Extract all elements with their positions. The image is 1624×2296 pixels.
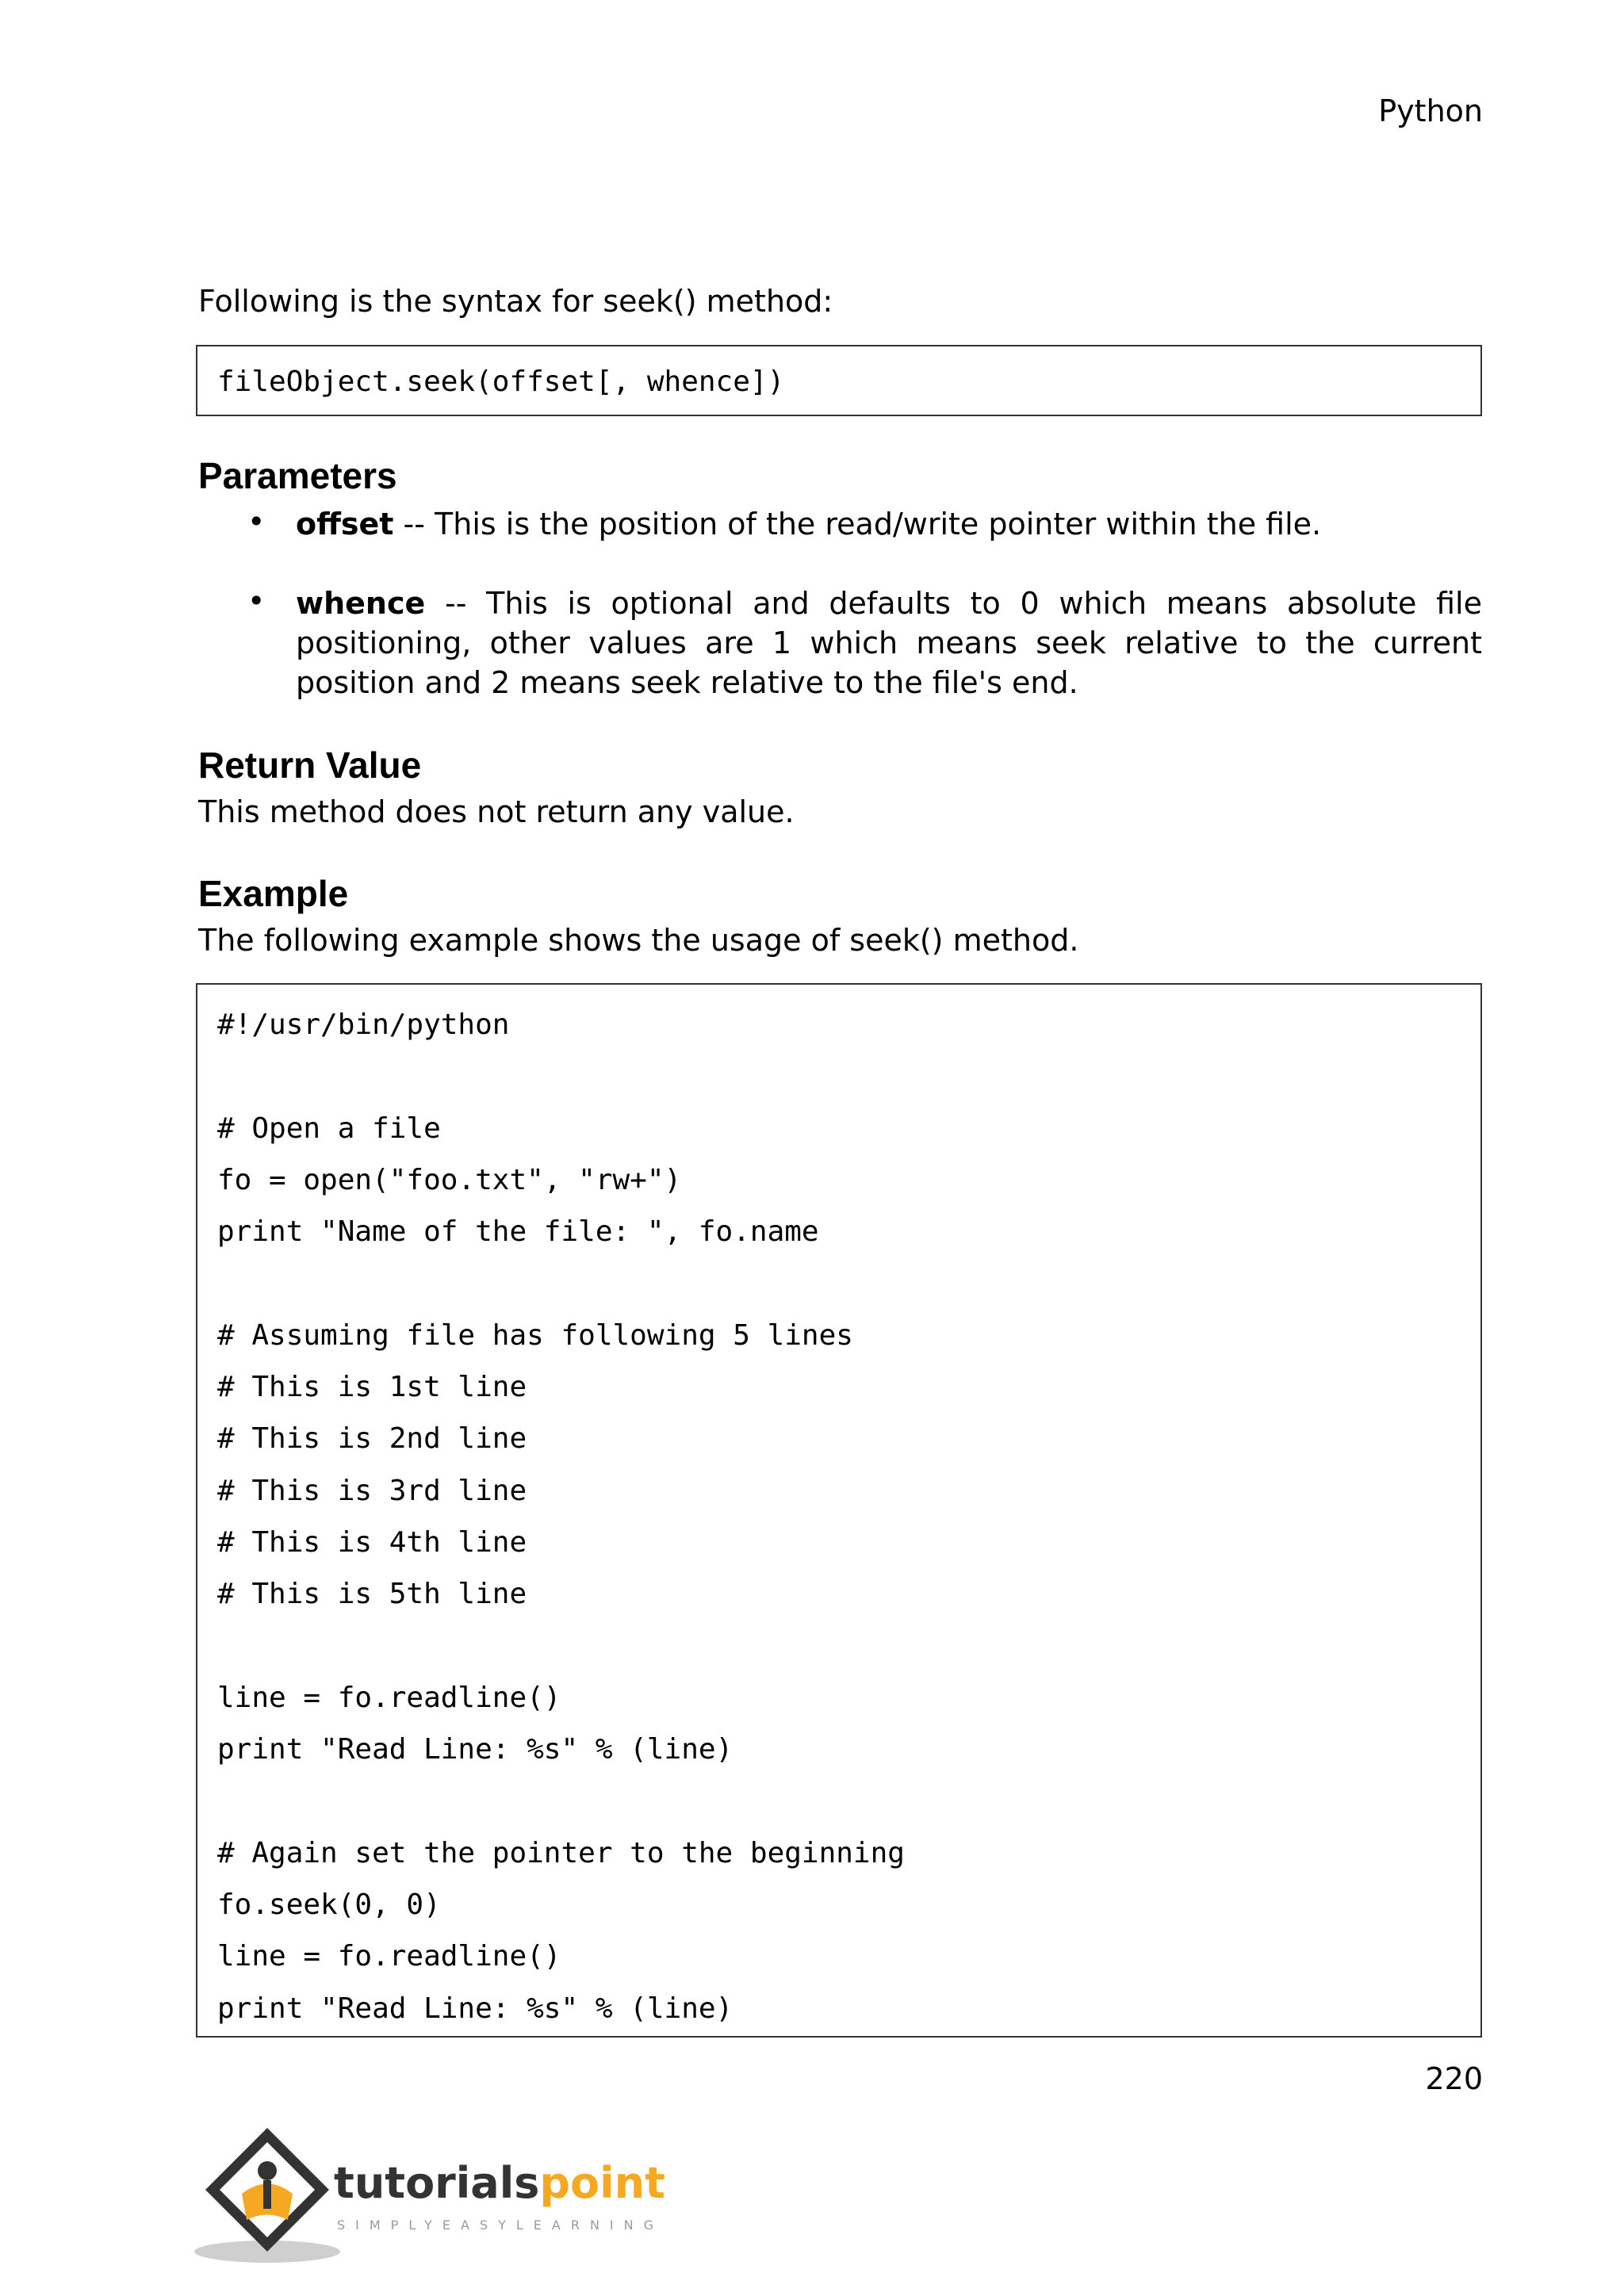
example-text: The following example shows the usage of seek() method. xyxy=(198,923,1079,958)
parameter-item-whence xyxy=(296,584,1482,702)
logo-figure-icon xyxy=(258,2161,277,2180)
logo-figure-body xyxy=(263,2180,271,2209)
parameter-name: offset xyxy=(296,507,394,541)
parameter-name: whence xyxy=(296,586,426,621)
parameter-item-offset xyxy=(296,504,1482,544)
page-number: 220 xyxy=(1425,2061,1483,2096)
bullet-icon: • xyxy=(247,504,266,539)
logo-tagline: SIMPLYEASYLEARNING xyxy=(337,2218,665,2233)
parameters-heading: Parameters xyxy=(198,455,397,496)
tutorialspoint-logo xyxy=(194,2118,686,2277)
example-code: #!/usr/bin/python # Open a file fo = open("foo.txt", "rw+") print "Name of the file: ", fo.name # Assuming file has following 5 lines # This is 1st line # This is 2nd line # This is 3rd line # This is 4th line # This is 5th line line = fo.readline() print "Read Line: %s" % (line) # Again set the pointer to the beginning fo.seek(0, 0) line = fo.readline() print "Read Line: %s" % (line) xyxy=(217,1008,905,2025)
syntax-code-box xyxy=(196,345,1482,416)
intro-text: Following is the syntax for seek() method: xyxy=(198,284,833,319)
return-value-heading: Return Value xyxy=(198,744,422,786)
logo-wordmark: tutorialspoint xyxy=(334,2158,665,2208)
example-heading: Example xyxy=(198,873,349,914)
syntax-code: fileObject.seek(offset[, whence]) xyxy=(217,365,785,398)
header-title: Python xyxy=(1378,94,1483,128)
example-code-box xyxy=(196,983,1482,2038)
parameter-description: -- This is optional and defaults to 0 which means absolute file positioning, other values are 1 which means seek relative to the current position and 2 means seek relative to the file's end. xyxy=(296,586,1482,700)
parameter-description: -- This is the position of the read/write pointer within the file. xyxy=(393,507,1322,541)
return-value-text: This method does not return any value. xyxy=(198,794,795,829)
bullet-icon: • xyxy=(247,584,266,618)
